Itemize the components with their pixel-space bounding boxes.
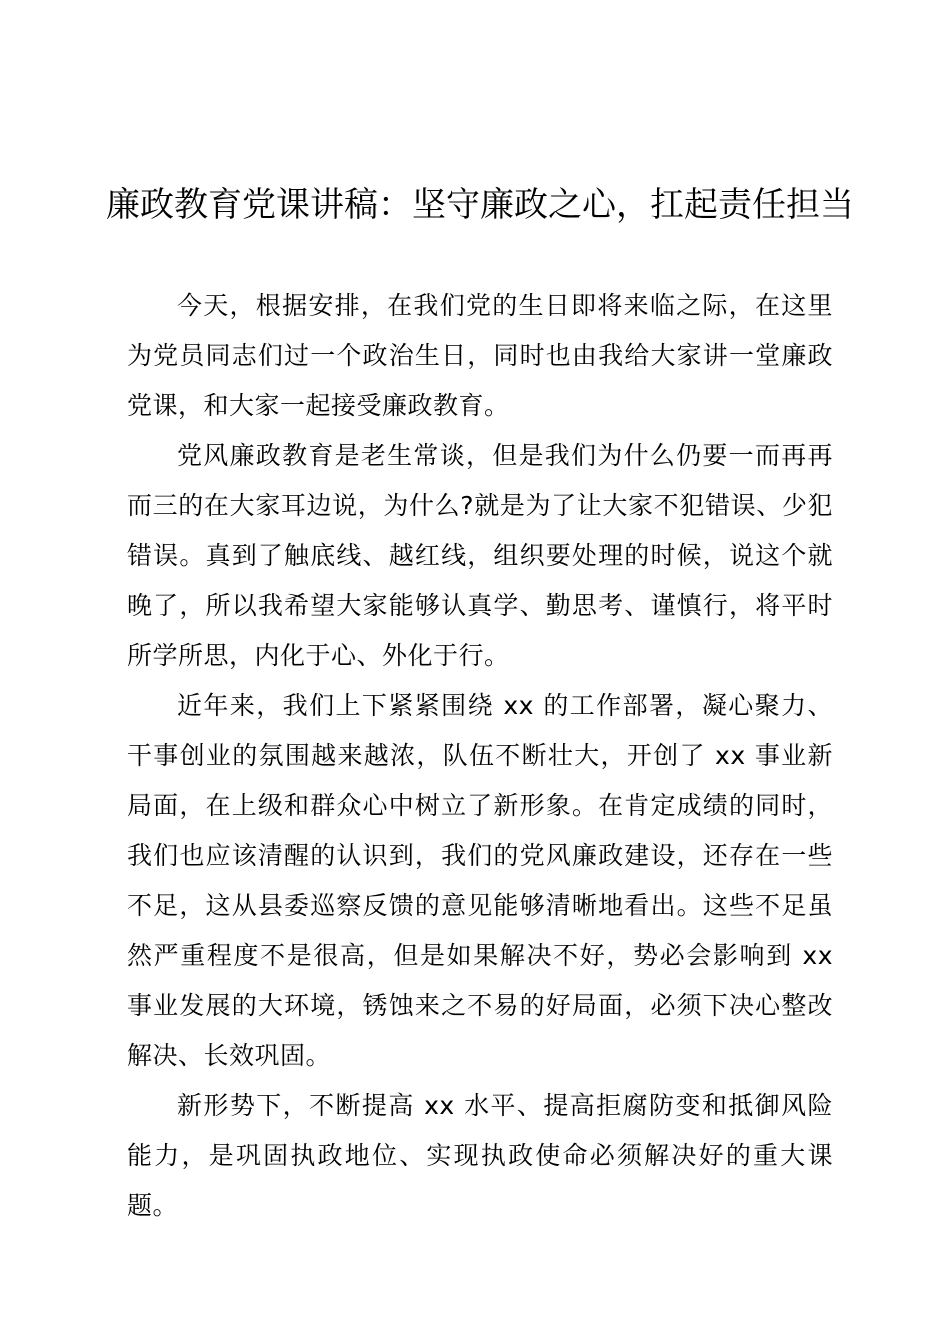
document-body <box>127 281 833 1231</box>
paragraph-3: 近年来，我们上下紧紧围绕 xx 的工作部署，凝心聚力、干事创业的氛围越来越浓，队伍不断壮大，开创了 xx 事业新局面，在上级和群众心中树立了新形象。在肯定成绩的同时，我们也应该清醒的认识到，我们的党风廉政建设，还存在一些不足，这从县委巡察反馈的意见能够清晰地看出。这些不足虽然严重程度不是很高，但是如果解决不好，势必会影响到 xx 事业发展的大环境，锈蚀来之不易的好局面，必须下决心整改解决、长效巩固。 <box>127 691 833 1070</box>
paragraph-1: 今天，根据安排，在我们党的生日即将来临之际，在这里为党员同志们过一个政治生日，同时也由我给大家讲一堂廉政党课，和大家一起接受廉政教育。 <box>127 291 833 420</box>
paragraph-2: 党风廉政教育是老生常谈，但是我们为什么仍要一而再再而三的在大家耳边说，为什么?就是为了让大家不犯错误、少犯错误。真到了触底线、越红线，组织要处理的时候，说这个就晚了，所以我希望大家能够认真学、勤思考、谨慎行，将平时所学所思，内化于心、外化于行。 <box>127 441 833 670</box>
document-title: 廉政教育党课讲稿：坚守廉政之心，扛起责任担当 <box>106 185 854 225</box>
paragraph-4: 新形势下，不断提高 xx 水平、提高拒腐防变和抵御风险能力，是巩固执政地位、实现执政使命必须解决好的重大课题。 <box>127 1091 833 1220</box>
